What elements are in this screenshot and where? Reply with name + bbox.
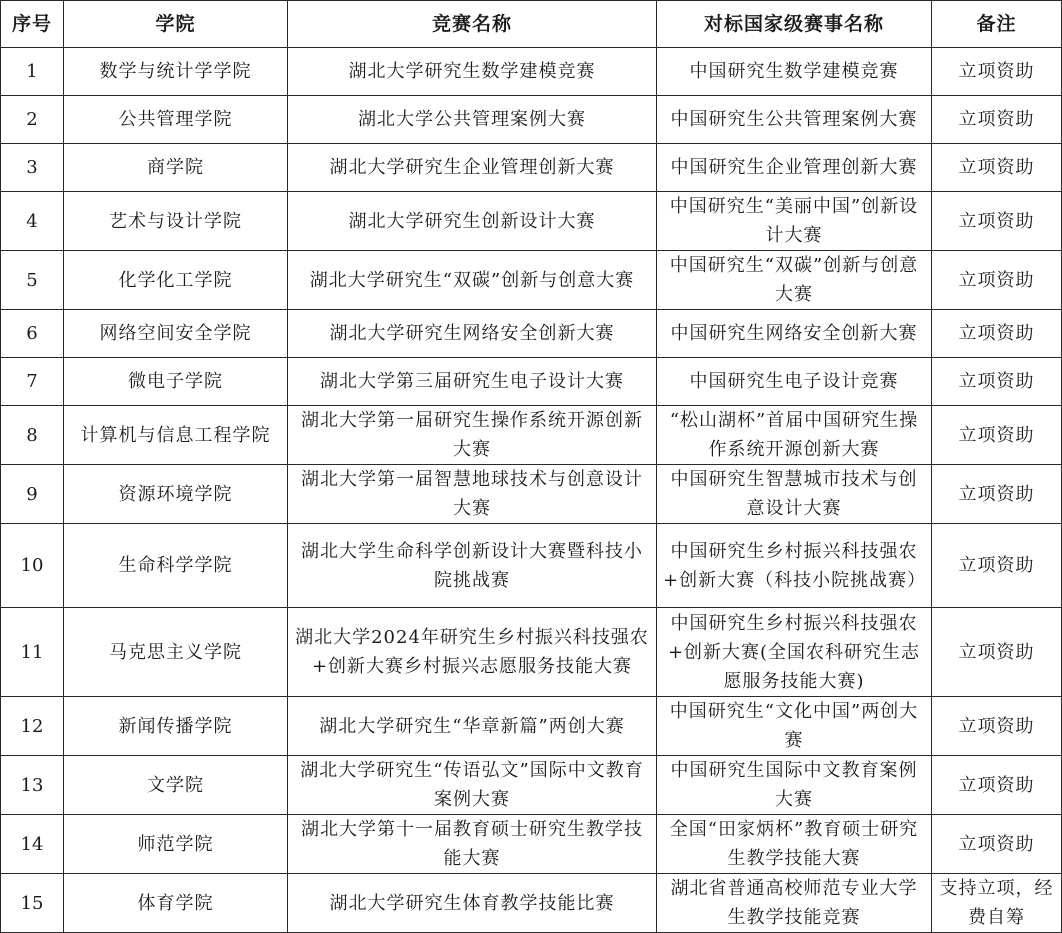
cell-national: 中国研究生国际中文教育案例大赛 [657,756,932,815]
cell-competition: 湖北大学研究生企业管理创新大赛 [288,144,657,192]
cell-college: 数学与统计学学院 [64,48,288,96]
table-row [1,358,1062,406]
cell-no: 7 [1,358,64,406]
cell-competition: 湖北大学研究生创新设计大赛 [288,192,657,251]
cell-note: 立项资助 [932,96,1062,144]
cell-competition: 湖北大学第一届研究生操作系统开源创新大赛 [288,406,657,465]
cell-no: 6 [1,310,64,358]
cell-college: 文学院 [64,756,288,815]
cell-national: 中国研究生企业管理创新大赛 [657,144,932,192]
cell-no: 1 [1,48,64,96]
cell-national: 中国研究生智慧城市技术与创意设计大赛 [657,465,932,524]
header-row [1,1,1062,48]
cell-competition: 湖北大学研究生网络安全创新大赛 [288,310,657,358]
header-national: 对标国家级赛事名称 [657,1,932,48]
table-row [1,697,1062,756]
header-competition: 竞赛名称 [288,1,657,48]
cell-college: 新闻传播学院 [64,697,288,756]
table-row [1,251,1062,310]
cell-college: 体育学院 [64,874,288,933]
cell-college: 网络空间安全学院 [64,310,288,358]
cell-no: 11 [1,608,64,697]
cell-competition: 湖北大学2024年研究生乡村振兴科技强农+创新大赛乡村振兴志愿服务技能大赛 [288,608,657,697]
table-row [1,874,1062,933]
table-row [1,192,1062,251]
cell-competition: 湖北大学研究生“传语弘文”国际中文教育案例大赛 [288,756,657,815]
cell-no: 10 [1,524,64,608]
table-row [1,524,1062,608]
cell-note: 立项资助 [932,192,1062,251]
cell-no: 15 [1,874,64,933]
cell-note: 立项资助 [932,608,1062,697]
table-row [1,608,1062,697]
cell-college: 资源环境学院 [64,465,288,524]
cell-competition: 湖北大学公共管理案例大赛 [288,96,657,144]
table-row [1,144,1062,192]
cell-no: 8 [1,406,64,465]
cell-no: 12 [1,697,64,756]
table-row [1,310,1062,358]
cell-note: 立项资助 [932,310,1062,358]
cell-college: 化学化工学院 [64,251,288,310]
cell-national: “松山湖杯”首届中国研究生操作系统开源创新大赛 [657,406,932,465]
cell-note: 支持立项，经费自筹 [932,874,1062,933]
cell-note: 立项资助 [932,251,1062,310]
cell-note: 立项资助 [932,406,1062,465]
cell-no: 14 [1,815,64,874]
cell-note: 立项资助 [932,756,1062,815]
cell-national: 中国研究生数学建模竞赛 [657,48,932,96]
cell-college: 微电子学院 [64,358,288,406]
cell-no: 13 [1,756,64,815]
header-no: 序号 [1,1,64,48]
header-note: 备注 [932,1,1062,48]
cell-note: 立项资助 [932,697,1062,756]
cell-college: 师范学院 [64,815,288,874]
cell-national: 中国研究生电子设计竞赛 [657,358,932,406]
cell-competition: 湖北大学生命科学创新设计大赛暨科技小院挑战赛 [288,524,657,608]
cell-national: 中国研究生“文化中国”两创大赛 [657,697,932,756]
cell-college: 生命科学学院 [64,524,288,608]
cell-college: 马克思主义学院 [64,608,288,697]
cell-competition: 湖北大学研究生体育教学技能比赛 [288,874,657,933]
cell-note: 立项资助 [932,815,1062,874]
cell-college: 艺术与设计学院 [64,192,288,251]
cell-national: 中国研究生公共管理案例大赛 [657,96,932,144]
cell-note: 立项资助 [932,48,1062,96]
cell-competition: 湖北大学第十一届教育硕士研究生教学技能大赛 [288,815,657,874]
cell-national: 全国“田家炳杯”教育硕士研究生教学技能大赛 [657,815,932,874]
cell-national: 中国研究生“美丽中国”创新设计大赛 [657,192,932,251]
cell-national: 中国研究生乡村振兴科技强农+创新大赛（科技小院挑战赛） [657,524,932,608]
cell-national: 中国研究生网络安全创新大赛 [657,310,932,358]
table-row [1,815,1062,874]
cell-college: 公共管理学院 [64,96,288,144]
cell-college: 商学院 [64,144,288,192]
header-college: 学院 [64,1,288,48]
table-row [1,756,1062,815]
table-row [1,406,1062,465]
table-row [1,465,1062,524]
table-row [1,48,1062,96]
cell-competition: 湖北大学第一届智慧地球技术与创意设计大赛 [288,465,657,524]
table-row [1,96,1062,144]
cell-college: 计算机与信息工程学院 [64,406,288,465]
cell-national: 中国研究生乡村振兴科技强农+创新大赛(全国农科研究生志愿服务技能大赛) [657,608,932,697]
cell-no: 3 [1,144,64,192]
cell-note: 立项资助 [932,465,1062,524]
cell-note: 立项资助 [932,144,1062,192]
cell-no: 9 [1,465,64,524]
cell-competition: 湖北大学研究生“双碳”创新与创意大赛 [288,251,657,310]
cell-no: 2 [1,96,64,144]
cell-competition: 湖北大学研究生数学建模竞赛 [288,48,657,96]
cell-no: 4 [1,192,64,251]
cell-no: 5 [1,251,64,310]
cell-national: 中国研究生“双碳”创新与创意大赛 [657,251,932,310]
cell-national: 湖北省普通高校师范专业大学生教学技能竞赛 [657,874,932,933]
cell-competition: 湖北大学第三届研究生电子设计大赛 [288,358,657,406]
cell-note: 立项资助 [932,524,1062,608]
cell-competition: 湖北大学研究生“华章新篇”两创大赛 [288,697,657,756]
cell-note: 立项资助 [932,358,1062,406]
